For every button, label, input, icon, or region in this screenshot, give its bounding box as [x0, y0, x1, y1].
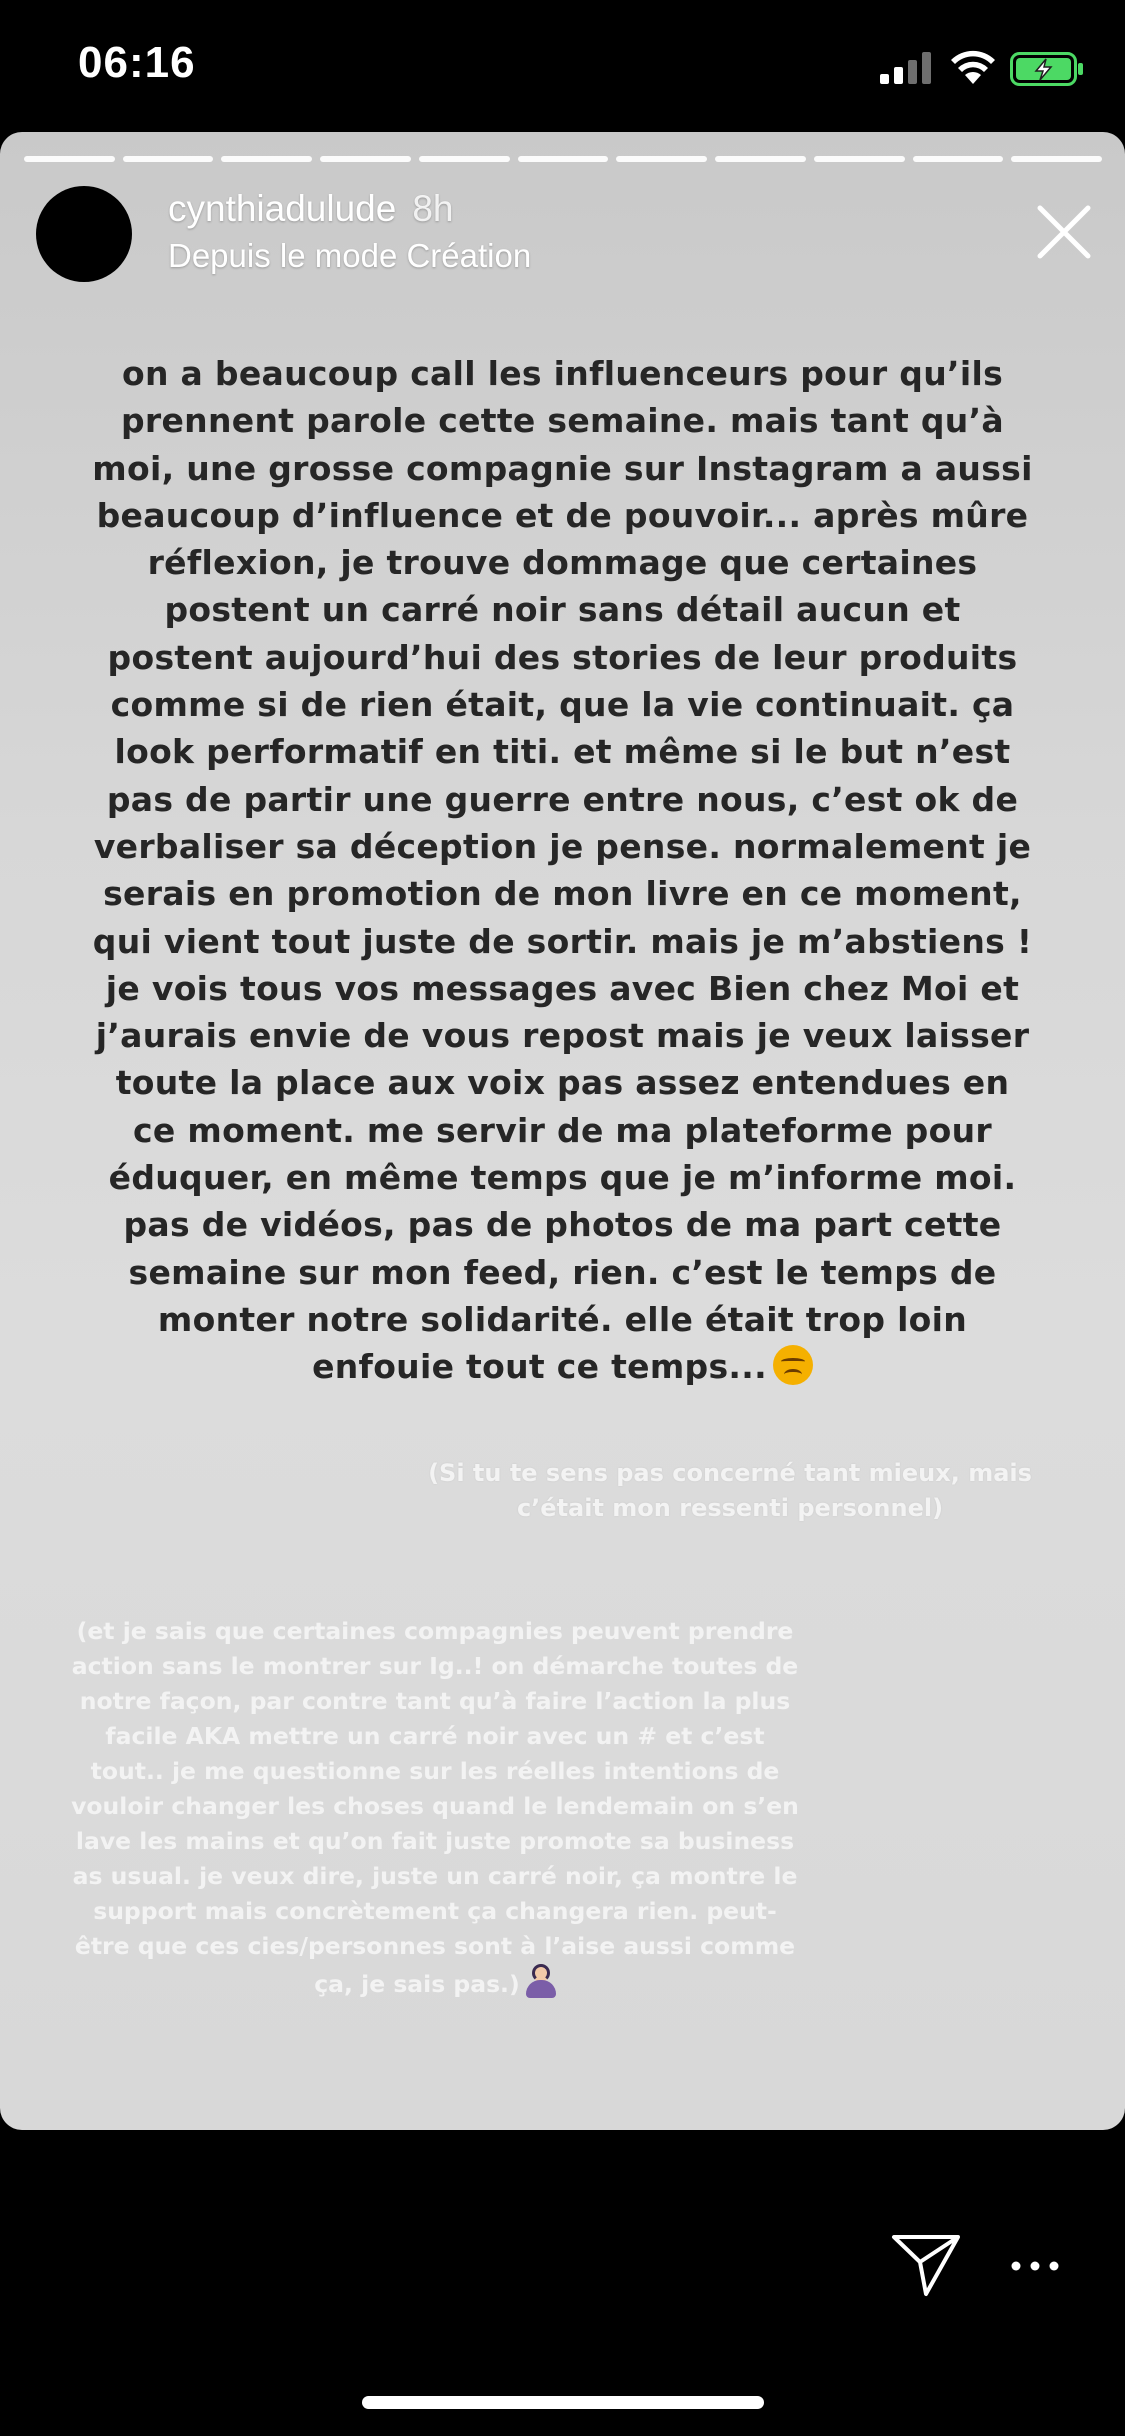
story-header[interactable]: [168, 188, 454, 230]
home-indicator[interactable]: [362, 2396, 764, 2409]
avatar[interactable]: [36, 186, 132, 282]
progress-segment: [24, 156, 115, 162]
story-progress-bar: [24, 156, 1102, 162]
story-source: Depuis le mode Création: [168, 237, 532, 274]
cellular-signal-icon: [880, 52, 934, 84]
story-paragraph-closing: pas de vidéos, pas de photos de ma part cette semaine sur mon feed, rien. c’est le temps de monter notre solidarité. elle était trop loin enfouie tout ce temps...: [123, 1205, 1002, 1387]
progress-segment: [814, 156, 905, 162]
battery-charging-icon: [1010, 52, 1084, 86]
progress-segment: [123, 156, 214, 162]
close-icon[interactable]: [1034, 202, 1094, 262]
story-footnote: (et je sais que certaines compagnies peuvent prendre action sans le montrer sur Ig..! on démarche toutes de notre façon, par contre tant qu’à faire l’action la plus facile AKA mettre un carré noir avec un # et c’est tout.. je me questionne sur les réelles intentions de vouloir changer les choses quand le lendemain on s’en lave les mains et qu’on fait juste promote sa business as usual. je veux dire, juste un carré noir, ça montre le support mais concrètement ça changera rien. peut-être que ces cies/personnes sont à l’aise aussi comme ça, je sais pas.): [71, 1617, 799, 1998]
disappointed-face-emoji: [773, 1345, 813, 1385]
story-main-text: [90, 350, 1035, 1391]
status-time: 06:16: [78, 38, 196, 87]
more-options-icon[interactable]: [1010, 2256, 1060, 2276]
progress-segment: [1011, 156, 1102, 162]
status-bar: [0, 0, 1125, 135]
story-time: 8h: [412, 188, 454, 229]
progress-segment: [518, 156, 609, 162]
wifi-icon: [950, 50, 996, 86]
story-note: (Si tu te sens pas concerné tant mieux, mais c’était mon ressenti personnel): [428, 1459, 1032, 1522]
username[interactable]: cynthiadulude: [168, 188, 397, 229]
send-icon[interactable]: [890, 2232, 962, 2298]
progress-segment: [913, 156, 1004, 162]
progress-segment: [616, 156, 707, 162]
story-card[interactable]: [0, 132, 1125, 2130]
story-paragraph: on a beaucoup call les influenceurs pour qu’ils prennent parole cette semaine. mais tant qu’à moi, une grosse compagnie sur Instagram a aussi beaucoup d’influence et de pouvoir... après mûre réflexion, je trouve dommage que certaines postent un carré noir sans détail aucun et postent aujourd’hui des stories de leur produits comme si de rien était, que la vie continuait. ça look performatif en titi. et même si le but n’est pas de partir une guerre entre nous, c’est ok de verbaliser sa déception je pense. normalement je serais en promotion de mon livre en ce moment, qui vient tout juste de sortir. mais je m’abstiens ! je vois tous vos messages avec Bien chez Moi et j’aurais envie de vous repost mais je veux laisser toute la place aux voix pas assez entendues en ce moment. me servir de ma plateforme pour éduquer, en même temps que je m’informe moi.: [92, 354, 1033, 1198]
progress-segment: [320, 156, 411, 162]
progress-segment: [715, 156, 806, 162]
person-shrugging-emoji: [526, 1964, 556, 1998]
progress-segment: [221, 156, 312, 162]
progress-segment: [419, 156, 510, 162]
